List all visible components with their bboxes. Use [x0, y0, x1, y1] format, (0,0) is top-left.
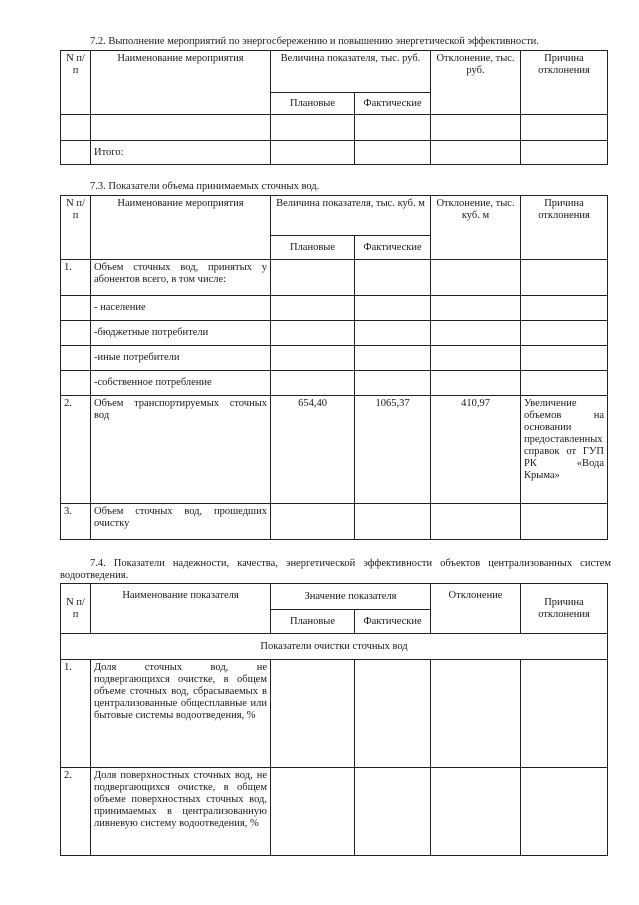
- table-row: [61, 660, 608, 768]
- table-row: [61, 260, 608, 296]
- col-reason-header: Причина отклонения: [521, 196, 608, 260]
- table-row: [61, 396, 608, 504]
- row-name: Доля сточных вод, не подвергающихся очистке, в общем объеме сточных вод, сбрасываемых в централизованные общесплавные или бытовые системы водоотведения, %: [91, 660, 271, 768]
- col-num-header: N п/п: [61, 584, 91, 634]
- col-planned-header: Плановые: [271, 236, 355, 260]
- row-name: Объем сточных вод, принятых у абонентов всего, в том числе:: [91, 260, 271, 296]
- group-row: [61, 634, 608, 660]
- col-name-header: Наименование мероприятия: [91, 196, 271, 260]
- table-row: [61, 321, 608, 346]
- section-7-4-heading: 7.4. Показатели надежности, качества, энергетической эффективности объектов централизованных систем водоотведения.: [60, 558, 611, 581]
- table-row: [61, 296, 608, 321]
- actual-value: [355, 260, 431, 296]
- planned-value: [271, 260, 355, 296]
- table-row: [61, 115, 608, 141]
- row-name: Объем транспортируемых сточных вод: [91, 396, 271, 504]
- col-planned-header: Плановые: [271, 93, 355, 115]
- table-row: [61, 504, 608, 540]
- col-name-header: Наименование показателя: [91, 584, 271, 634]
- reason-value: [521, 260, 608, 296]
- total-label: Итого:: [91, 141, 271, 165]
- planned-value: 654,40: [271, 396, 355, 504]
- col-actual-header: Фактические: [355, 93, 431, 115]
- col-deviation-header: Отклонение, тыс. куб. м: [431, 196, 521, 260]
- row-name: Объем сточных вод, прошедших очистку: [91, 504, 271, 540]
- col-planned-header: Плановые: [271, 610, 355, 634]
- table-row: [61, 768, 608, 856]
- col-actual-header: Фактические: [355, 610, 431, 634]
- col-num-header: N п/п: [61, 196, 91, 260]
- actual-value: 1065,37: [355, 396, 431, 504]
- wastewater-volume-table: [60, 195, 608, 540]
- col-reason-header: Причина отклонения: [521, 51, 608, 115]
- section-7-3-heading: 7.3. Показатели объема принимаемых сточных вод.: [90, 181, 320, 192]
- row-name: -иные потребители: [91, 346, 271, 371]
- total-row: [61, 141, 608, 165]
- reason-value: Увеличение объемов на основании предоставленных справок от ГУП РК «Вода Крыма»: [521, 396, 608, 504]
- table-row: [61, 346, 608, 371]
- col-value-header: Значение показателя: [271, 584, 431, 610]
- row-name: Доля поверхностных сточных вод, не подвергающихся очистке, в общем объеме поверхностных сточных вод, принимаемых в централизованную ливневую систему водоотведения, %: [91, 768, 271, 856]
- deviation-value: 410,97: [431, 396, 521, 504]
- row-number: 1.: [61, 660, 91, 768]
- row-number: [61, 296, 91, 321]
- col-num-header: N п/п: [61, 51, 91, 115]
- row-number: 1.: [61, 260, 91, 296]
- row-number: 3.: [61, 504, 91, 540]
- col-deviation-header: Отклонение: [431, 584, 521, 634]
- row-name: -бюджетные потребители: [91, 321, 271, 346]
- row-name: - население: [91, 296, 271, 321]
- col-reason-header: Причина отклонения: [521, 584, 608, 634]
- col-name-header: Наименование мероприятия: [91, 51, 271, 115]
- col-deviation-header: Отклонение, тыс. руб.: [431, 51, 521, 115]
- row-name: -собственное потребление: [91, 371, 271, 396]
- reliability-quality-table: [60, 583, 608, 856]
- row-number: [61, 321, 91, 346]
- row-number: [61, 371, 91, 396]
- row-number: [61, 346, 91, 371]
- col-actual-header: Фактические: [355, 236, 431, 260]
- row-number: 2.: [61, 396, 91, 504]
- table-row: [61, 371, 608, 396]
- row-number: 2.: [61, 768, 91, 856]
- col-value-header: Величина показателя, тыс. куб. м: [271, 196, 431, 236]
- group-label: Показатели очистки сточных вод: [61, 634, 608, 660]
- section-7-2-heading: 7.2. Выполнение мероприятий по энергосбережению и повышению энергетической эффективности.: [90, 36, 539, 47]
- energy-saving-table: [60, 50, 608, 165]
- deviation-value: [431, 260, 521, 296]
- col-value-header: Величина показателя, тыс. руб.: [271, 51, 431, 93]
